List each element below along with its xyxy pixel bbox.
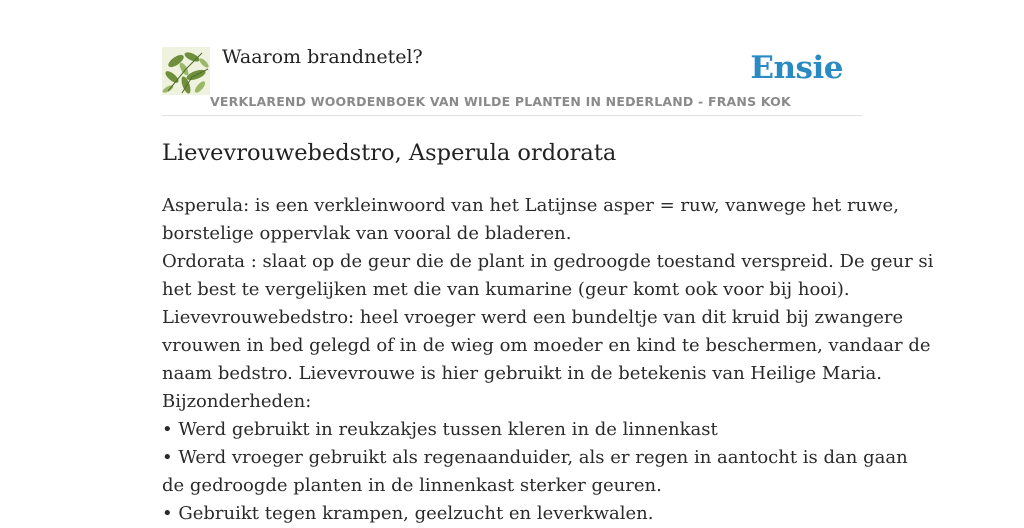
body-line: Asperula: is een verkleinwoord van het Latijnse asper = ruw, vanwege het ruwe, (162, 195, 899, 216)
bullet-item: • Gebruikt tegen krampen, geelzucht en leverkwalen. (162, 503, 654, 524)
body-line: vrouwen in bed gelegd of in de wieg om moeder en kind te beschermen, vandaar de (162, 335, 931, 356)
bullet-item: • Werd vroeger gebruikt als regenaanduider, als er regen in aantocht is dan gaan (162, 447, 908, 468)
plant-leaves-icon[interactable] (162, 47, 210, 95)
blog-title[interactable]: Waarom brandnetel? (222, 46, 423, 68)
body-line: de gedroogde planten in de linnenkast sterker geuren. (162, 475, 662, 496)
body-line: Bijzonderheden: (162, 391, 312, 412)
article-body (162, 192, 934, 528)
body-line: het best te vergelijken met die van kumarine (geur komt ook voor bij hooi). (162, 279, 850, 300)
body-line: naam bedstro. Lievevrouwe is hier gebruikt in de betekenis van Heilige Maria. (162, 363, 882, 384)
header (162, 44, 862, 116)
brand-logo[interactable]: Ensie (750, 50, 843, 86)
bullet-item: • Werd gebruikt in reukzakjes tussen kleren in de linnenkast (162, 419, 718, 440)
article-title: Lievevrouwebedstro, Asperula ordorata (162, 140, 617, 166)
blog-subtitle: VERKLAREND WOORDENBOEK VAN WILDE PLANTEN IN NEDERLAND - FRANS KOK (210, 94, 791, 109)
body-line: borstelige oppervlak van vooral de bladeren. (162, 223, 572, 244)
body-line: Lievevrouwebedstro: heel vroeger werd een bundeltje van dit kruid bij zwangere (162, 307, 904, 328)
body-line: Ordorata : slaat op de geur die de plant in gedroogde toestand verspreid. De geur si (162, 251, 934, 272)
